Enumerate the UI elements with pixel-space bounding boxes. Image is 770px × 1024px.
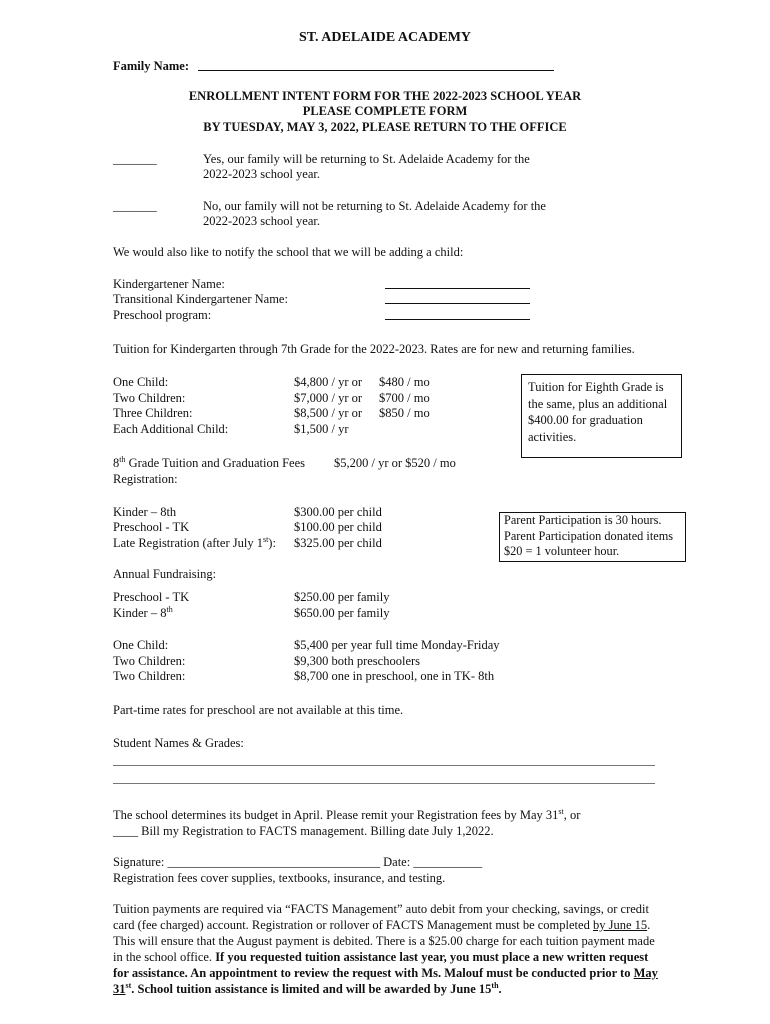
tuition-row-year: $8,500 / yr or xyxy=(294,406,363,420)
family-name-field[interactable] xyxy=(198,70,554,71)
fundraising-label: Annual Fundraising: xyxy=(113,567,217,581)
adding-child-intro: We would also like to notify the school that we will be adding a child: xyxy=(113,245,464,259)
late-registration-value: $325.00 per child xyxy=(294,536,382,550)
tuition-intro: Tuition for Kindergarten through 7th Grade for the 2022-2023. Rates are for new and returning families. xyxy=(113,342,635,356)
preschool-rate-label: One Child: xyxy=(113,638,169,652)
tuition-row-label: Two Children: xyxy=(113,391,186,405)
preschool-label: Preschool program: xyxy=(113,308,212,322)
student-names-label: Student Names & Grades: xyxy=(113,736,244,750)
registration-kinder-value: $300.00 per child xyxy=(294,505,382,519)
form-heading-line3: BY TUESDAY, MAY 3, 2022, PLEASE RETURN TO THE OFFICE xyxy=(203,120,567,134)
tuition-row-month: $850 / mo xyxy=(379,406,430,420)
preschool-field[interactable] xyxy=(385,319,530,320)
page-title: ST. ADELAIDE ACADEMY xyxy=(298,30,472,45)
tuition-row-label: Three Children: xyxy=(113,406,193,420)
no-checkbox-blank[interactable]: _______ xyxy=(113,199,157,213)
late-registration-label: Late Registration (after July 1st): xyxy=(113,534,276,550)
registration-label: Registration: xyxy=(113,472,178,486)
family-name-label: Family Name: xyxy=(113,59,190,73)
preschool-rate-value: $9,300 both preschoolers xyxy=(294,654,421,668)
bill-facts-option[interactable]: ____ Bill my Registration to FACTS management. Billing date July 1,2022. xyxy=(113,824,494,838)
fundraising-kinder-value: $650.00 per family xyxy=(294,606,390,620)
tuition-row-label: One Child: xyxy=(113,375,169,389)
form-heading-line2: PLEASE COMPLETE FORM xyxy=(302,104,468,118)
eighth-grade-fees-value: $5,200 / yr or $520 / mo xyxy=(334,456,456,470)
registration-fees-note: Registration fees cover supplies, textbooks, insurance, and testing. xyxy=(113,871,446,885)
facts-paragraph: Tuition payments are required via “FACTS Management” auto debit from your checking, savings, or credit card (fee charged) account. Registration or rollover of FACTS Management must be completed by June 15. This will ensure that the August payment is debited. There is a $25.00 charge for each tuition payment made in the school office. If you requested tuition assistance last year, you must place a new written request for assistance. An appointment to review the request with Ms. Malouf must be conducted prior to May 31st. School tuition assistance is limited and will be awarded by June 15th. xyxy=(113,902,658,996)
yes-option-line2: 2022-2023 school year. xyxy=(203,167,320,181)
tk-label: Transitional Kindergartener Name: xyxy=(113,292,288,306)
kindergartener-label: Kindergartener Name: xyxy=(113,277,225,291)
tuition-row-label: Each Additional Child: xyxy=(113,422,229,436)
tuition-row-month: $700 / mo xyxy=(379,391,430,405)
budget-line1: The school determines its budget in April. Please remit your Registration fees by May 31st, or xyxy=(113,806,581,822)
preschool-rate-value: $5,400 per year full time Monday-Friday xyxy=(294,638,500,652)
preschool-rate-label: Two Children: xyxy=(113,669,186,683)
eighth-grade-note-box: Tuition for Eighth Grade is the same, plus an additional $400.00 for graduation activities. xyxy=(521,374,682,458)
yes-checkbox-blank[interactable]: _______ xyxy=(113,152,157,166)
kindergartener-name-field[interactable] xyxy=(385,288,530,289)
part-time-note: Part-time rates for preschool are not available at this time. xyxy=(113,703,404,717)
tuition-row-year: $7,000 / yr or xyxy=(294,391,363,405)
registration-preschool-label: Preschool - TK xyxy=(113,520,190,534)
registration-preschool-value: $100.00 per child xyxy=(294,520,382,534)
preschool-rate-label: Two Children: xyxy=(113,654,186,668)
tuition-row-year: $1,500 / yr xyxy=(294,422,349,436)
tuition-row-month: $480 / mo xyxy=(379,375,430,389)
no-option-line1: No, our family will not be returning to St. Adelaide Academy for the xyxy=(203,199,546,213)
no-option-line2: 2022-2023 school year. xyxy=(203,214,320,228)
form-heading-line1: ENROLLMENT INTENT FORM FOR THE 2022-2023 SCHOOL YEAR xyxy=(188,89,582,103)
signature-date-line[interactable]: Signature: __________________________________ Date: ___________ xyxy=(113,855,483,869)
fundraising-preschool-label: Preschool - TK xyxy=(113,590,190,604)
tuition-row-year: $4,800 / yr or xyxy=(294,375,363,389)
yes-option-line1: Yes, our family will be returning to St. Adelaide Academy for the xyxy=(203,152,530,166)
registration-kinder-label: Kinder – 8th xyxy=(113,505,177,519)
parent-participation-box: Parent Participation is 30 hours. Parent Participation donated items $20 = 1 volunteer hour. xyxy=(499,512,686,562)
tk-name-field[interactable] xyxy=(385,303,530,304)
fundraising-preschool-value: $250.00 per family xyxy=(294,590,390,604)
fundraising-kinder-label: Kinder – 8th xyxy=(113,604,173,620)
preschool-rate-value: $8,700 one in preschool, one in TK- 8th xyxy=(294,669,495,683)
student-names-field[interactable] xyxy=(113,783,655,784)
student-names-field[interactable] xyxy=(113,765,655,766)
eighth-grade-fees-label: 8th Grade Tuition and Graduation Fees xyxy=(113,454,305,470)
